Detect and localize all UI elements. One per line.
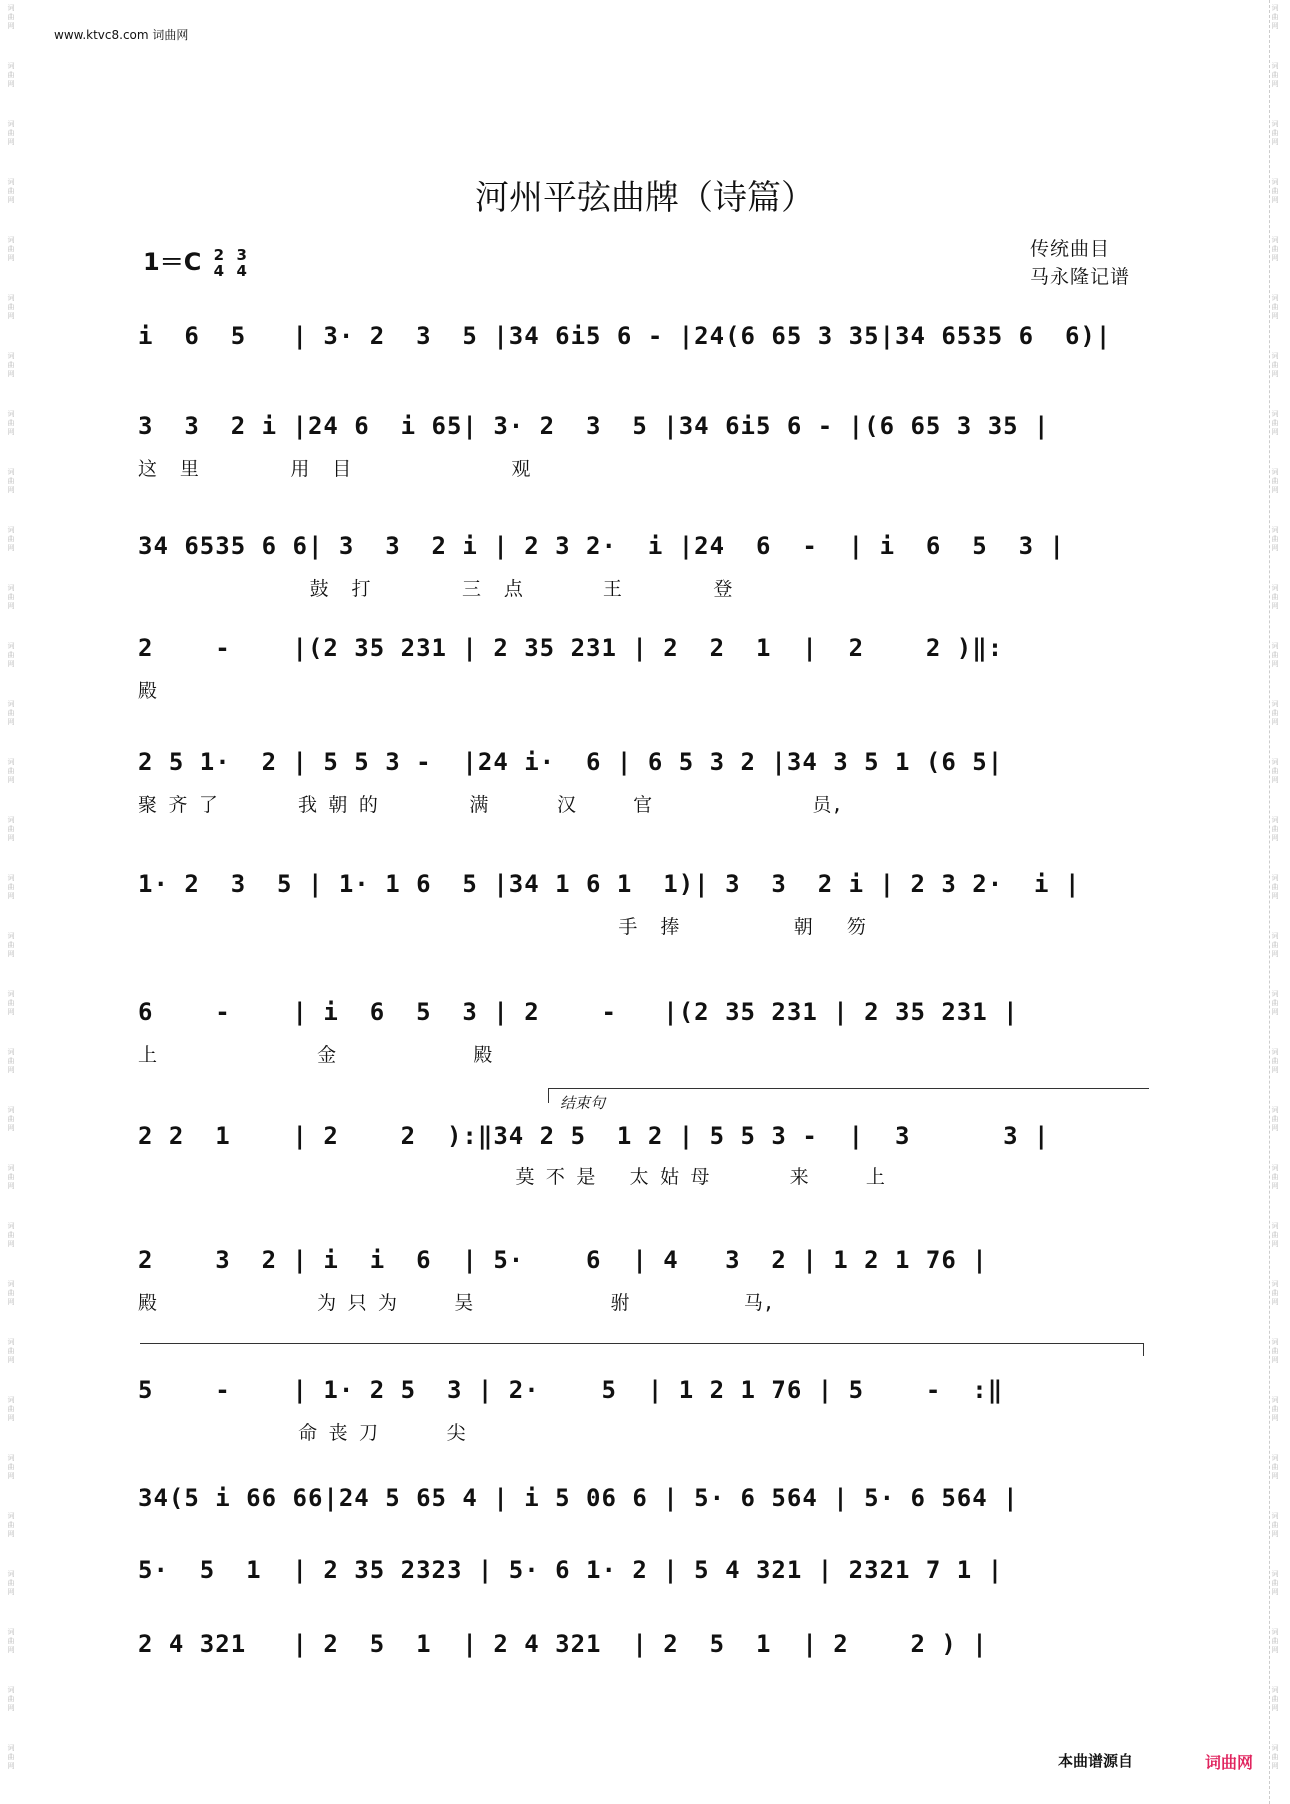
watermark-mark: 词曲网 [7,4,15,30]
watermark-mark: 词曲网 [7,236,15,262]
watermark-mark: 词曲网 [7,1744,15,1770]
footer-source-text: 本曲谱源自 [1058,1752,1134,1770]
watermark-mark: 词曲网 [7,584,15,610]
score-line-notes: 2 4 321 | 2 5 1 | 2 4 321 | 2 5 1 | 2 2 ) | [138,1630,988,1658]
watermark-mark: 词曲网 [7,294,15,320]
watermark-mark: 词曲网 [7,700,15,726]
watermark-mark: 词曲网 [7,1164,15,1190]
right-margin-watermark [1269,0,1284,1804]
watermark-mark: 词曲网 [1271,990,1279,1016]
score-line-notes: 1· 2 3 5 | 1· 1 6 5 |34 1 6 1 1)| 3 3 2 i | 2 3 2· i | [138,870,1081,898]
page-title: 河州平弦曲牌（诗篇） [475,178,815,218]
watermark-mark: 词曲网 [7,816,15,842]
watermark-mark: 词曲网 [1271,1106,1279,1132]
watermark-mark: 词曲网 [7,352,15,378]
ending-label: 结束句 [560,1094,606,1112]
watermark-mark: 词曲网 [7,1512,15,1538]
score-line-notes: i 6 5 | 3· 2 3 5 |34 6i5 6 - |24(6 65 3 35|34 6535 6 6)| [138,322,1112,350]
score-line-notes: 34(5 i 66 66|24 5 65 4 | i 5 06 6 | 5· 6 564 | 5· 6 564 | [138,1484,1019,1512]
watermark-mark: 词曲网 [7,1454,15,1480]
score-line-lyrics: 这 里 用 目 观 [138,458,531,480]
watermark-mark: 词曲网 [1271,1686,1279,1712]
watermark-mark: 词曲网 [1271,526,1279,552]
watermark-mark: 词曲网 [1271,758,1279,784]
site-url[interactable]: www.ktvc8.com 词曲网 [54,28,189,42]
score-line-notes: 5 - | 1· 2 5 3 | 2· 5 | 1 2 1 76 | 5 - :‖ [138,1376,1004,1404]
score-line-notes: 2 5 1· 2 | 5 5 3 - |24 i· 6 | 6 5 3 2 |34 3 5 1 (6 5| [138,748,1004,776]
watermark-mark: 词曲网 [1271,816,1279,842]
watermark-mark: 词曲网 [1271,1396,1279,1422]
watermark-mark: 词曲网 [7,1570,15,1596]
watermark-mark: 词曲网 [1271,1222,1279,1248]
watermark-mark: 词曲网 [1271,120,1279,146]
watermark-mark: 词曲网 [1271,468,1279,494]
watermark-mark: 词曲网 [1271,584,1279,610]
ending-bracket [548,1088,1149,1103]
watermark-mark: 词曲网 [7,1048,15,1074]
score-line-lyrics: 手 捧 朝 笏 [138,916,867,938]
score-line-notes: 2 - |(2 35 231 | 2 35 231 | 2 2 1 | 2 2 )‖: [138,634,1004,662]
score-line-lyrics: 莫 不 是 太 姑 母 来 上 [138,1166,885,1188]
watermark-mark: 词曲网 [7,62,15,88]
watermark-mark: 词曲网 [7,178,15,204]
watermark-mark: 词曲网 [1271,1570,1279,1596]
watermark-mark: 词曲网 [7,1628,15,1654]
watermark-mark: 词曲网 [1271,1512,1279,1538]
watermark-mark: 词曲网 [1271,178,1279,204]
watermark-mark: 词曲网 [7,526,15,552]
watermark-mark: 词曲网 [1271,1048,1279,1074]
score-line-notes: 6 - | i 6 5 3 | 2 - |(2 35 231 | 2 35 231 | [138,998,1019,1026]
score-line-notes: 5· 5 1 | 2 35 2323 | 5· 6 1· 2 | 5 4 321 | 2321 7 1 | [138,1556,1004,1584]
score-line-lyrics: 聚 齐 了 我 朝 的 满 汉 官 员, [138,794,843,816]
watermark-mark: 词曲网 [7,1338,15,1364]
watermark-mark: 词曲网 [1271,4,1279,30]
watermark-mark: 词曲网 [1271,62,1279,88]
left-margin-watermark [6,0,20,1804]
watermark-mark: 词曲网 [7,1222,15,1248]
watermark-mark: 词曲网 [7,874,15,900]
watermark-mark: 词曲网 [7,468,15,494]
score-line-lyrics: 殿 为 只 为 吴 驸 马, [138,1292,775,1314]
watermark-mark: 词曲网 [1271,1454,1279,1480]
watermark-mark: 词曲网 [1271,1338,1279,1364]
watermark-mark: 词曲网 [1271,352,1279,378]
time-signature-1: 2 4 [213,246,225,280]
watermark-mark: 词曲网 [1271,700,1279,726]
score-line-lyrics: 鼓 打 三 点 王 登 [138,578,733,600]
watermark-mark: 词曲网 [1271,1628,1279,1654]
watermark-mark: 词曲网 [7,410,15,436]
watermark-mark: 词曲网 [7,1280,15,1306]
watermark-mark: 词曲网 [1271,642,1279,668]
watermark-mark: 词曲网 [1271,410,1279,436]
watermark-mark: 词曲网 [1271,1280,1279,1306]
watermark-mark: 词曲网 [1271,1164,1279,1190]
watermark-mark: 词曲网 [7,1686,15,1712]
score-line-notes: 34 6535 6 6| 3 3 2 i | 2 3 2· i |24 6 - | i 6 5 3 | [138,532,1065,560]
watermark-mark: 词曲网 [7,758,15,784]
watermark-mark: 词曲网 [7,120,15,146]
footer-logo[interactable]: 词曲网 [1205,1753,1254,1772]
watermark-mark: 词曲网 [7,990,15,1016]
score-line-notes: 2 2 1 | 2 2 ):‖34 2 5 1 2 | 5 5 3 - | 3 3 | [138,1122,1050,1150]
watermark-mark: 词曲网 [1271,294,1279,320]
transcriber-credit: 马永隆记谱 [1030,266,1131,288]
score-line-notes: 2 3 2 | i i 6 | 5· 6 | 4 3 2 | 1 2 1 76 | [138,1246,988,1274]
key-signature [143,242,247,279]
watermark-mark: 词曲网 [1271,1744,1279,1770]
key-label: 1＝C [143,248,202,276]
score-line-lyrics: 上 金 殿 [138,1044,493,1066]
watermark-mark: 词曲网 [1271,932,1279,958]
watermark-mark: 词曲网 [7,932,15,958]
watermark-mark: 词曲网 [7,1106,15,1132]
repeat-bracket [140,1343,1144,1356]
watermark-mark: 词曲网 [7,1396,15,1422]
score-line-lyrics: 殿 [138,680,158,702]
score-line-lyrics: 命 丧 刀 尖 [138,1422,466,1444]
score-line-notes: 3 3 2 i |24 6 i 65| 3· 2 3 5 |34 6i5 6 - |(6 65 3 35 | [138,412,1050,440]
source-credit: 传统曲目 [1030,238,1111,260]
time-signature-2: 3 4 [236,246,247,280]
watermark-mark: 词曲网 [1271,236,1279,262]
watermark-mark: 词曲网 [7,642,15,668]
watermark-mark: 词曲网 [1271,874,1279,900]
